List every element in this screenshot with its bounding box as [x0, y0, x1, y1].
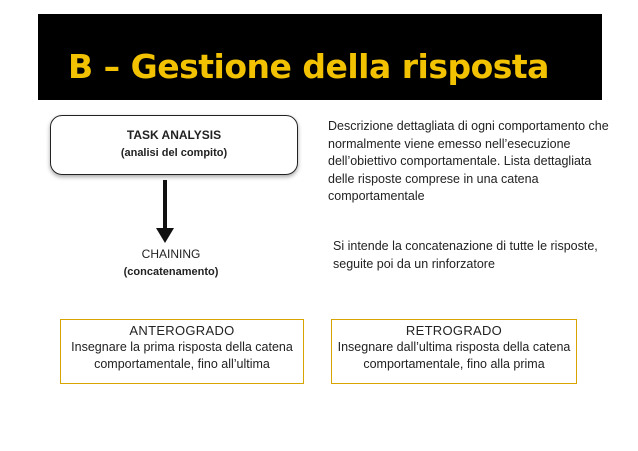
title-bar [38, 14, 602, 100]
task-analysis-label: TASK ANALYSIS [126, 128, 222, 142]
chaining-sublabel: (concatenamento) [123, 266, 219, 278]
chaining-block [96, 245, 246, 281]
task-analysis-box [50, 115, 298, 175]
slide-title: B – Gestione della risposta [68, 47, 549, 86]
chaining-description: Si intende la concatenazione di tutte le risposte, seguite poi da un rinforzatore [333, 239, 598, 271]
anterogrado-text: Insegnare la prima risposta della catena comportamentale, fino all’ultima [71, 340, 293, 371]
retrogrado-title: RETROGRADO [405, 323, 503, 338]
anterogrado-title: ANTEROGRADO [129, 323, 235, 338]
down-arrow-icon [155, 180, 175, 244]
task-analysis-description: Descrizione dettagliata di ogni comportamento che normalmente viene emesso nell’esecuzione dell’obiettivo comportamentale. Lista dettagliata delle risposte comprese in una catena comportamentale [328, 119, 609, 203]
anterogrado-panel [60, 319, 304, 384]
chaining-label: CHAINING [141, 247, 201, 261]
retrogrado-panel [331, 319, 577, 384]
retrogrado-text: Insegnare dall’ultima risposta della catena comportamentale, fino alla prima [337, 340, 571, 371]
task-analysis-sublabel: (analisi del compito) [120, 147, 228, 159]
